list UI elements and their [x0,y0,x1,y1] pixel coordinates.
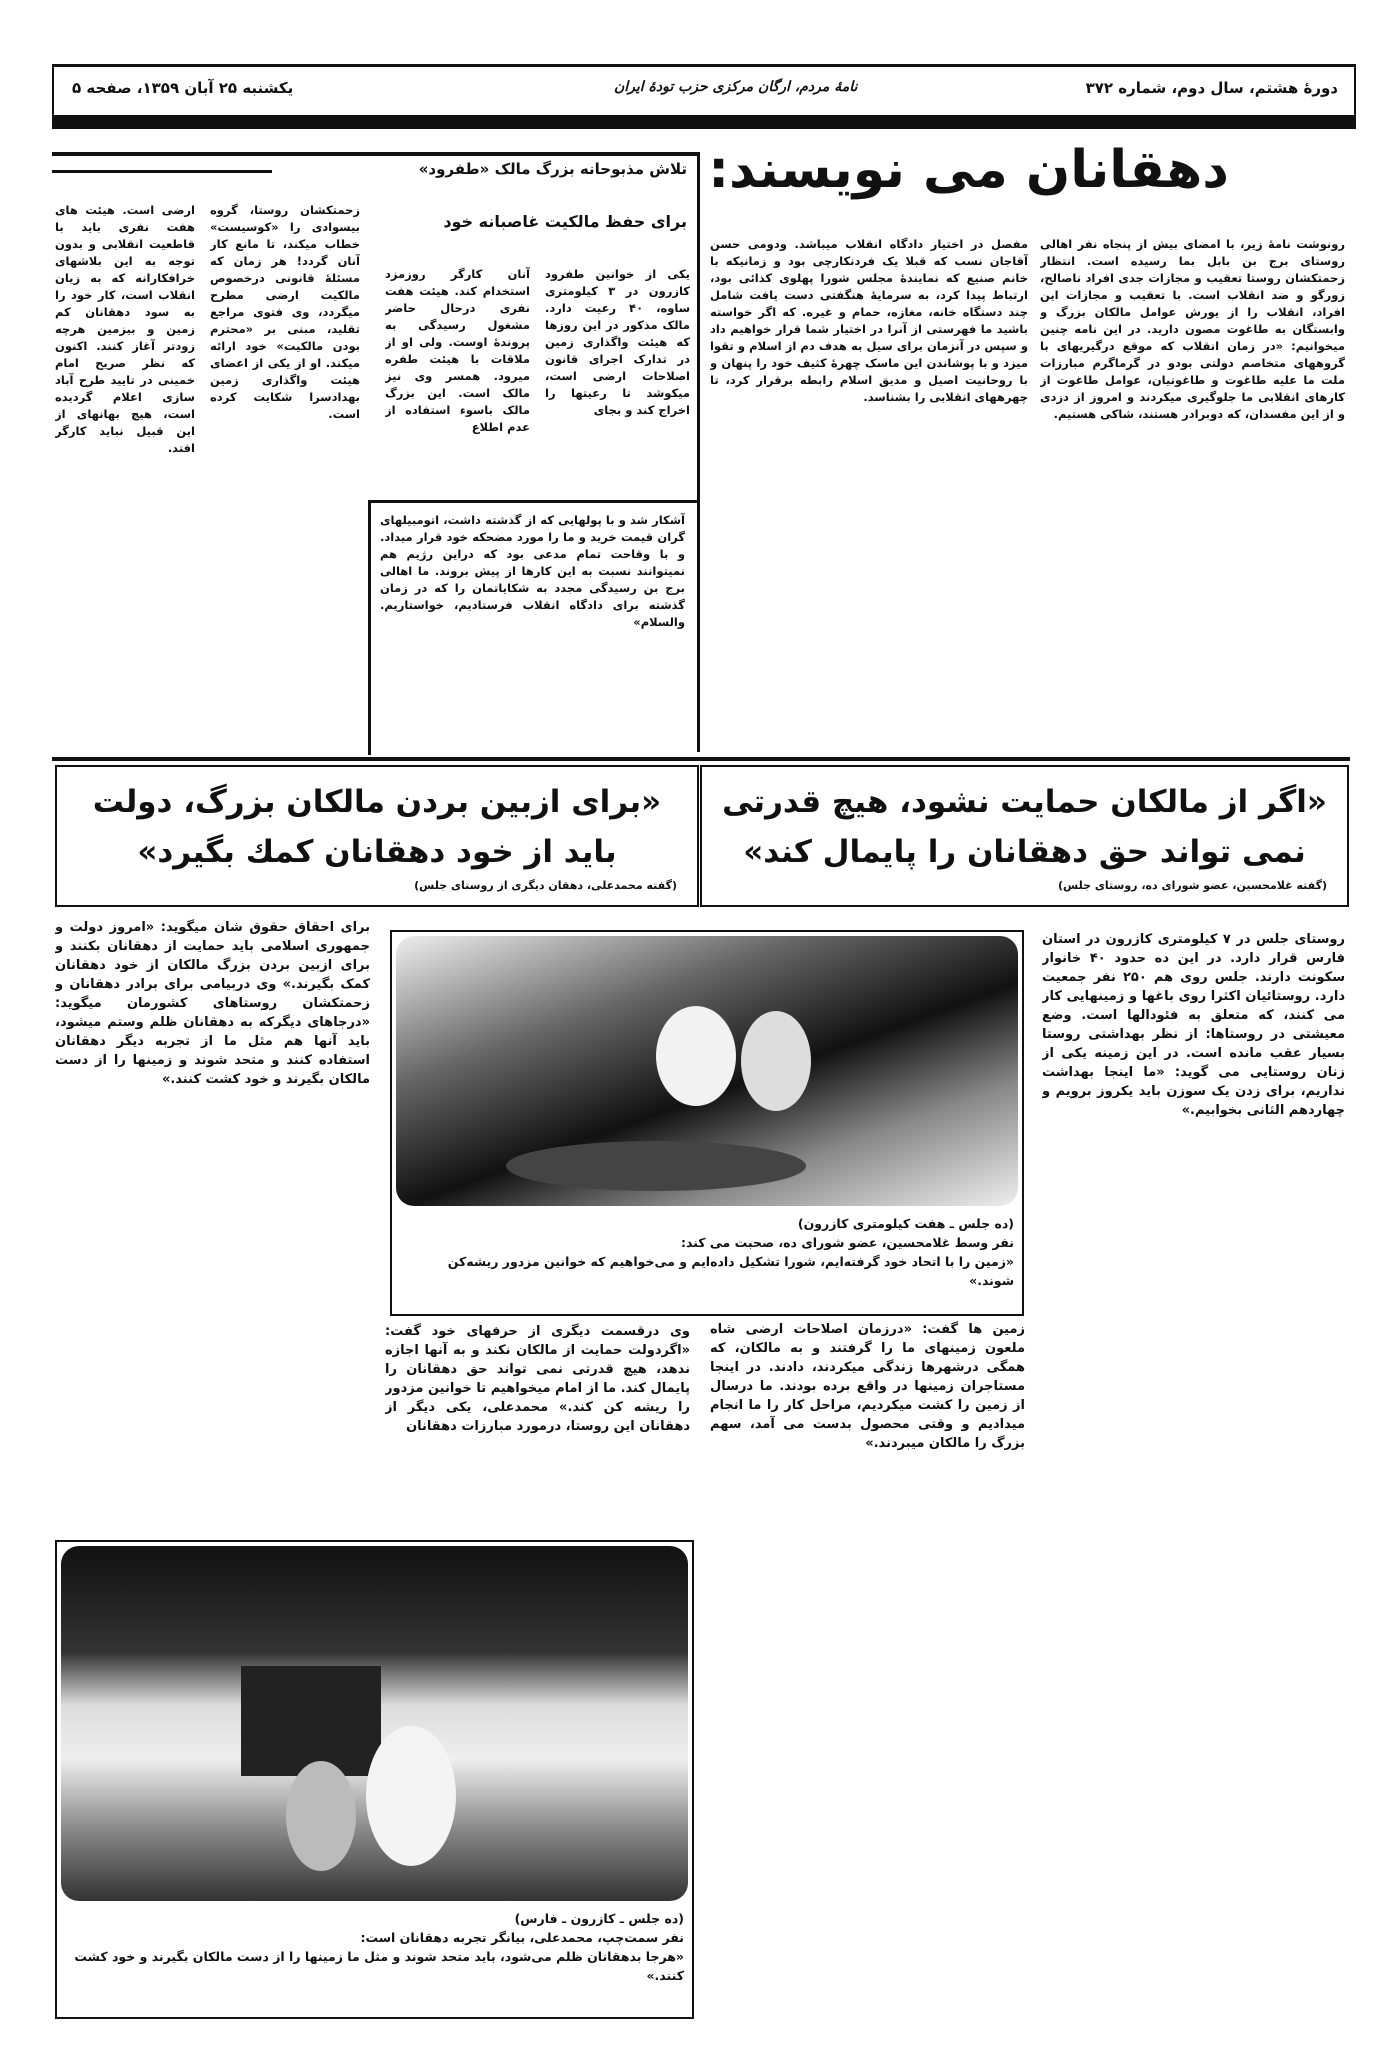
photo-villagers-meeting [396,936,1018,1206]
quote-box-left [55,765,699,907]
divider [697,152,700,752]
caption-quote: «زمین را با اتحاد خود گرفته‌ایم، شورا تشکیل داده‌ایم و می‌خواهیم که خوانین مزدور ریشه‌کن شوند.» [447,1254,1014,1288]
issue-date: یکشنبه ۲۵ آبان ۱۳۵۹، صفحه ۵ [72,79,294,97]
divider [368,500,698,503]
lower-left-column: برای احقاق حقوق شان میگوید: «امروز دولت و جمهوری اسلامی باید حمایت از دهقانان بکنند و برای ازبین بردن بزرگ مالکان از خود دهقانان کمک بگیرند.» وی دربیامی برای برادر دهقانان و زحمتکشان روستاهای کشورمان میگوید: «درجاهای دیگرکه به دهقانان ظلم وستم میشود، باید آنها هم مثل ما از تجربه دیگر دهقانان استفاده کنند و متحد شوند و زمینها را از دست مالکان بگیرند و خود کشت کنند.» [55,920,370,1087]
quote-attribution: (گفته غلامحسین، عضو شورای ده، روستای جلس) [1058,879,1327,892]
quote-attribution: (گفته محمدعلی، دهقان دیگری از روستای جلس) [414,879,677,892]
lower-middle-column: زمین ها گفت: «درزمان اصلاحات ارضی شاه ملعون زمینهای ما را گرفتند و به مالکان، که همگی درشهرها زندگی میکردند، دادند. در اینجا مستاجران زمینها در واقع برده بودند. ما درسال از زمین را کشت میکردیم، مراحل کار را ما انجام میدادیم و وقتی محصول بدست می آمد، سهم بزرگ را مالکان میبردند.» [710,1322,1025,1451]
masthead-bar [54,115,1354,129]
divider [52,757,1350,761]
caption-place: (ده جلس ـ هفت کیلومتری کازرون) [797,1216,1014,1231]
main-headline: دهقانان می نویسند: [708,140,1229,200]
caption-quote: «هرجا بدهقانان ظلم می‌شود، باید متحد شوند و مثل ما زمینها را از دست مالکان بگیرند و خود کشت کنند.» [74,1949,684,1983]
lower-right-column: روستای جلس در ۷ کیلومتری کازرون در استان فارس قرار دارد. در این ده حدود ۴۰ خانوار سکونت دارند. جلس روی هم ۲۵۰ نفر جمعیت دارد. روستائیان اکثرا روی باغها و زمینهایی کار می کنند، که متعلق به فئودالها است. وضع معیشتی در روستاها: از نظر بهداشتی روستا بسیار عقب مانده است. در این زمینه یکی از زنان روستایی می گوید: «ما اینجا بهداشت نداریم، برای زدن یک سوزن باید یکروز برویم و چهاردهم الثانی بخوابیم.» [1042,932,1345,1118]
divider [52,170,272,173]
photo-2-caption [57,1905,692,1989]
side-article-kicker: تلاش مذبوحانه بزرگ مالک «طفرود» [418,160,687,178]
side-article-col-2: آنان کارگر روزمزد استخدام کند. هیئت هفت نفری درحال حاضر مشغول رسیدگی به پروندهٔ اوست. ولی او از ملاقات با هیئت طفره میرود. همسر وی نیز مالک است. این بزرگ مالک باسوء استفاده از عدم اطلاع [385,267,530,434]
photo-1-frame [390,930,1024,1316]
caption-line: نفر وسط غلامحسین، عضو شورای ده، صحبت می کند: [680,1235,1014,1250]
photo-farmers-sitting [61,1546,688,1901]
main-article-col-1: رونوشت نامهٔ زیر، با امضای بیش از پنجاه نفر اهالی روستای برج بن بابل بما رسیده است. انتظار زحمتکشان روستا تعقیب و مجازات جدی افراد ناصالح، زورگو و ضد انقلاب است. با تعقیب و مجازات این افراد، انقلاب را از یورش عوامل مالکان بزرگ و وابستگان به طاغوت مصون دارید. در این نامه چنین میخوانیم: «در زمان انقلاب که موقع درگیریهای با گروههای متخاصم دولتی بودو در گرماگرم مبارزات ملت ما علیه طاغوت و طاغوتیان، عوامل طاغوت از کارهای انقلابی ما جلوگیری میکردند و امروز از دزدی و از این مفسدان، که دوبرادر هستند، شاکی هستیم. [1040,237,1345,421]
side-article-lower: آشکار شد و با پولهایی که از گذشته داشت، اتومبیلهای گران قیمت خرید و ما را مورد مضحکه خود قرار میداد. و با وقاحت تمام مدعی بود که دراین رژیم هم نمیتوانند نسبت به این کارها از پیش بروند. ما اهالی برج بن رسیدگی مجدد به شکایاتمان را که در زمان گذشته برای دادگاه انقلاب فرستادیم، خواستاریم. والسلام» [380,513,685,629]
side-article-col-4: ارضی است. هیئت های هفت نفری باید با قاطعیت انقلابی و بدون توجه به این بلاشهای خرافکارانه که به زیان انقلاب است، کار خود را به سود دهقانان کم زمین و بیزمین هرچه زودتر آغاز کنند. اکنون که نظر صریح امام خمینی در تایید طرح آباد سازی اعلام گردیده است، هیچ بهانهای از این قبیل نباید کارگر افتد. [55,203,195,455]
masthead [52,64,1356,129]
photo-figures [396,936,1016,1206]
photo-figures [61,1546,686,1901]
main-article-col-2: مفصل در اختیار دادگاه انقلاب میباشد. ودومی حسن آقاجان نسب که قبلا یک فردنکارچی بود و زمانیکه با خانم صنیع که نمایندهٔ مجلس شورا پهلوی کذائی بود، ارتباط پیدا کرد، به سرمایهٔ هنگفتی دست یافت شامل چند دستگاه خانه، مغازه، حمام و غیره. که اگر خواسته باشید ما فهرستی از آنرا در اختیار شما قرار خواهیم داد و سپس در آنزمان برای سیل به هدف دم از اسلام و تقوا میزد و با پوشاندن این ماسک چهرهٔ کثیف خود را پنهان و با روحانیت اصیل و مدیق اسلام رابطه برقرار کرد، تا چهرههای انقلابی را بشناسد. [710,237,1028,404]
quote-headline: «برای ازبین بردن مالکان بزرگ، دولت باید از خود دهقانان کمك بگیرد» [92,784,662,870]
quote-column: وی درقسمت دیگری از حرفهای خود گفت: «اگردولت حمایت از مالکان نکند و به آنها اجازه ندهد، هیچ قدرتی نمی تواند حق دهقانان را پایمال کند. ما از امام میخواهیم تا خوانین مزدور را ریشه کن کند.» محمدعلی، یکی دیگر از دهقانان این روستا، درمورد مبارزات دهقانان [385,1324,690,1434]
issue-info: دورهٔ هشتم، سال دوم، شماره ۳۷۲ [1085,79,1338,97]
caption-place: (ده جلس ـ کازرون ـ فارس) [514,1911,684,1926]
divider [368,500,371,755]
side-article-subtitle: برای حفظ مالکیت غاصبانه خود [443,212,687,231]
side-article-col-3: زحمتکشان روستا، گروه بیسوادی را «کوسیست» خطاب میکند، تا مانع کار آنان گردد! هر زمان که مسئلهٔ قانونی درخصوص مالکیت ارضی مطرح میگردد، وی فتوی مراجع تقلید، مبنی بر «محترم بودن مالکیت» خود ارائه میکند. او از یکی از اعضای هیئت واگذاری زمین بهدادسرا شکایت کرده است. [210,203,360,421]
caption-line: نفر سمت‌چپ، محمدعلی، بیانگر تجربه دهقانان است: [360,1930,684,1945]
photo-2-frame [55,1540,694,2019]
paper-name: نامهٔ مردم، ارگان مرکزی حزب تودهٔ ایران [614,79,858,95]
photo-1-caption [392,1210,1022,1294]
quote-headline: «اگر از مالکان حمایت نشود، هیچ قدرتی نمی تواند حق دهقانان را پایمال کند» [722,784,1327,870]
quote-box-right [700,765,1349,907]
divider [52,152,697,156]
side-article-col-1: یکی از خوانین طفرود کازرون در ۳ کیلومتری ساوه، ۴۰ رعیت دارد. مالک مذکور در این روزها که هیئت واگذاری زمین در تدارک اجرای قانون اصلاحات ارضی است، میکوشد تا رعیتها را اخراج کند و بجای [545,267,690,417]
